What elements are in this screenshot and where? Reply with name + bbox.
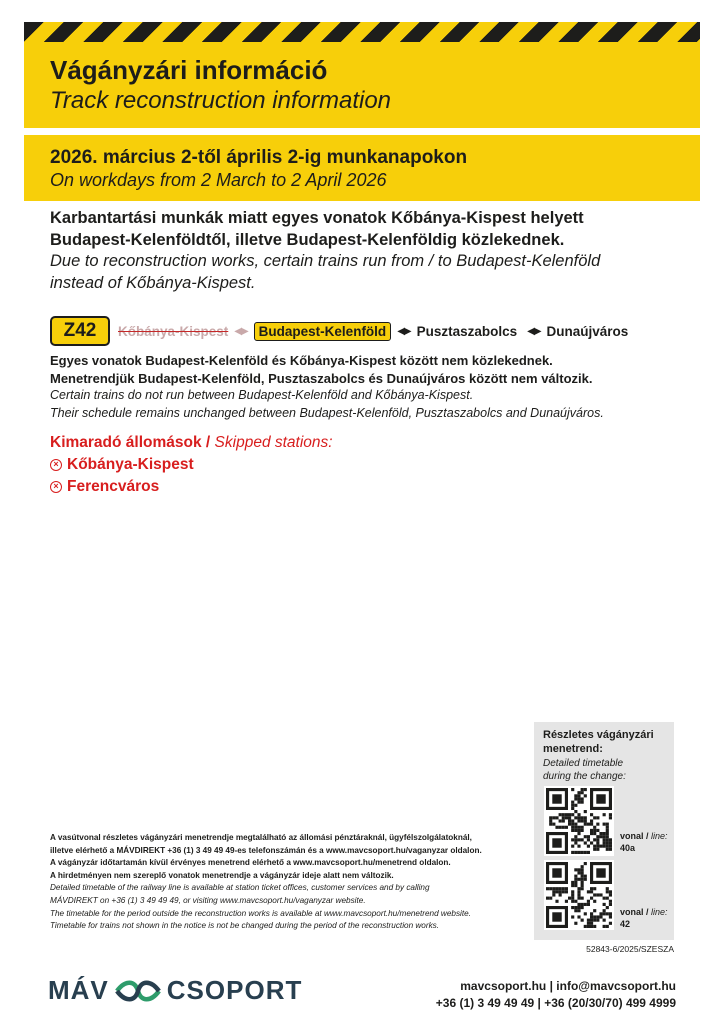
date-banner (24, 135, 700, 201)
skipped-stations (50, 432, 333, 498)
fine-print (50, 832, 530, 933)
title-banner (24, 42, 700, 128)
contact-phone[interactable]: +36 (1) 3 49 49 49 | +36 (20/30/70) 499 4999 (435, 996, 676, 1010)
cancel-x-icon: × (50, 459, 62, 471)
date-range: 2026. március 2-től április 2-ig munkanapokon (50, 147, 468, 168)
route-station-cancelled: Kőbánya-Kispest (118, 323, 229, 339)
intro-text (50, 208, 690, 294)
fine-print-line: A vágányzár időtartamán kívül érvényes menetrend elérhető a www.mavcsoport.hu/menetrend oldalon. (50, 858, 451, 868)
note-hu-line: Menetrendjük Budapest-Kelenföld, Pusztaszabolcs és Dunaújváros között nem változik. (50, 370, 593, 386)
qr-code-icon (546, 862, 612, 928)
qr-code-icon (546, 788, 612, 854)
note-en-line: Certain trains do not run between Budapest-Kelenföld and Kőbánya-Kispest. (50, 388, 474, 402)
fine-print-line: The timetable for the period outside the reconstruction works is available at www.mavcsoport.hu/menetrend website. (50, 908, 471, 918)
fine-print-line: Timetable for trains not shown in the notice is not be changed during the period of the reconstruction works. (50, 921, 440, 931)
intro-hu-line: Karbantartási munkák miatt egyes vonatok Kőbánya-Kispest helyett (50, 209, 584, 227)
document-code: 52843-6/2025/SZESZA (586, 944, 674, 954)
contact-web-email[interactable]: mavcsoport.hu | info@mavcsoport.hu (460, 979, 676, 993)
contact-info (436, 978, 676, 1012)
qr-panel-subtitle: during the change: (543, 771, 626, 782)
fine-print-line: illetve elérhető a MÁVDIREKT +36 (1) 3 49 49 49-es telefonszámán és a www.mavcsoport.hu/vaganyzar oldalon. (50, 845, 482, 855)
intro-en-line: Due to reconstruction works, certain trains run from / to Budapest-Kelenföld (50, 252, 601, 270)
cancel-x-icon: × (50, 481, 62, 493)
qr-panel-title: menetrend: (543, 743, 603, 755)
hazard-stripe-bar (24, 22, 700, 42)
route-station: Pusztaszabolcs (416, 323, 518, 339)
qr-panel-title: Részletes vágányzári (543, 729, 654, 741)
qr-code-line-42[interactable] (544, 860, 614, 930)
fine-print-line: Detailed timetable of the railway line is available at station ticket offices, customer services and by calling (50, 883, 430, 893)
skipped-station-item: × Kőbánya-Kispest (50, 454, 333, 476)
fine-print-line: A hirdetményen nem szereplő vonatok menetrendje a vágányzár ideje alatt nem változik. (50, 870, 394, 880)
timetable-qr-panel (534, 722, 674, 940)
bidirectional-arrow-icon: ◀▶ (234, 325, 248, 337)
bidirectional-arrow-icon: ◀▶ (527, 325, 541, 337)
skipped-station-item: × Ferencváros (50, 476, 333, 498)
fine-print-line: MÁVDIREKT on +36 (1) 3 49 49 49, or visiting www.mavcsoport.hu/vaganyzar website. (50, 895, 366, 905)
route-diagram (50, 316, 628, 346)
qr-panel-subtitle: Detailed timetable (543, 758, 624, 769)
date-range-en: On workdays from 2 March to 2 April 2026 (50, 170, 387, 190)
note-hu-line: Egyes vonatok Budapest-Kelenföld és Kőbánya-Kispest között nem közlekednek. (50, 353, 553, 368)
qr-label-42: vonal / line: 42 (620, 907, 668, 929)
mav-wing-icon (115, 978, 161, 1004)
mav-csoport-logo: MÁV CSOPORT (48, 975, 303, 1005)
fine-print-line: A vasútvonal részletes vágányzári menetrendje megtalálható az állomási pénztáraknál, ügyfélszolgálatoknál, (50, 833, 472, 842)
route-station: Dunaújváros (546, 323, 629, 339)
line-badge: Z42 (50, 316, 110, 346)
intro-hu-line: Budapest-Kelenföldtől, illetve Budapest-Kelenföldig közlekednek. (50, 230, 565, 249)
bidirectional-arrow-icon: ◀▶ (397, 325, 411, 337)
intro-en-line: instead of Kőbánya-Kispest. (50, 273, 256, 292)
note-en-line: Their schedule remains unchanged between Budapest-Kelenföld, Pusztaszabolcs and Dunaújváros. (50, 405, 604, 420)
qr-label-40a: vonal / line: 40a (620, 831, 668, 853)
page-title: Vágányzári információ (50, 55, 328, 85)
qr-code-line-40a[interactable] (544, 786, 614, 856)
route-station-terminus: Budapest-Kelenföld (254, 322, 392, 341)
route-notes (50, 352, 690, 422)
skipped-heading: Kimaradó állomások / Skipped stations: (50, 434, 333, 451)
page-title-en: Track reconstruction information (50, 87, 392, 114)
